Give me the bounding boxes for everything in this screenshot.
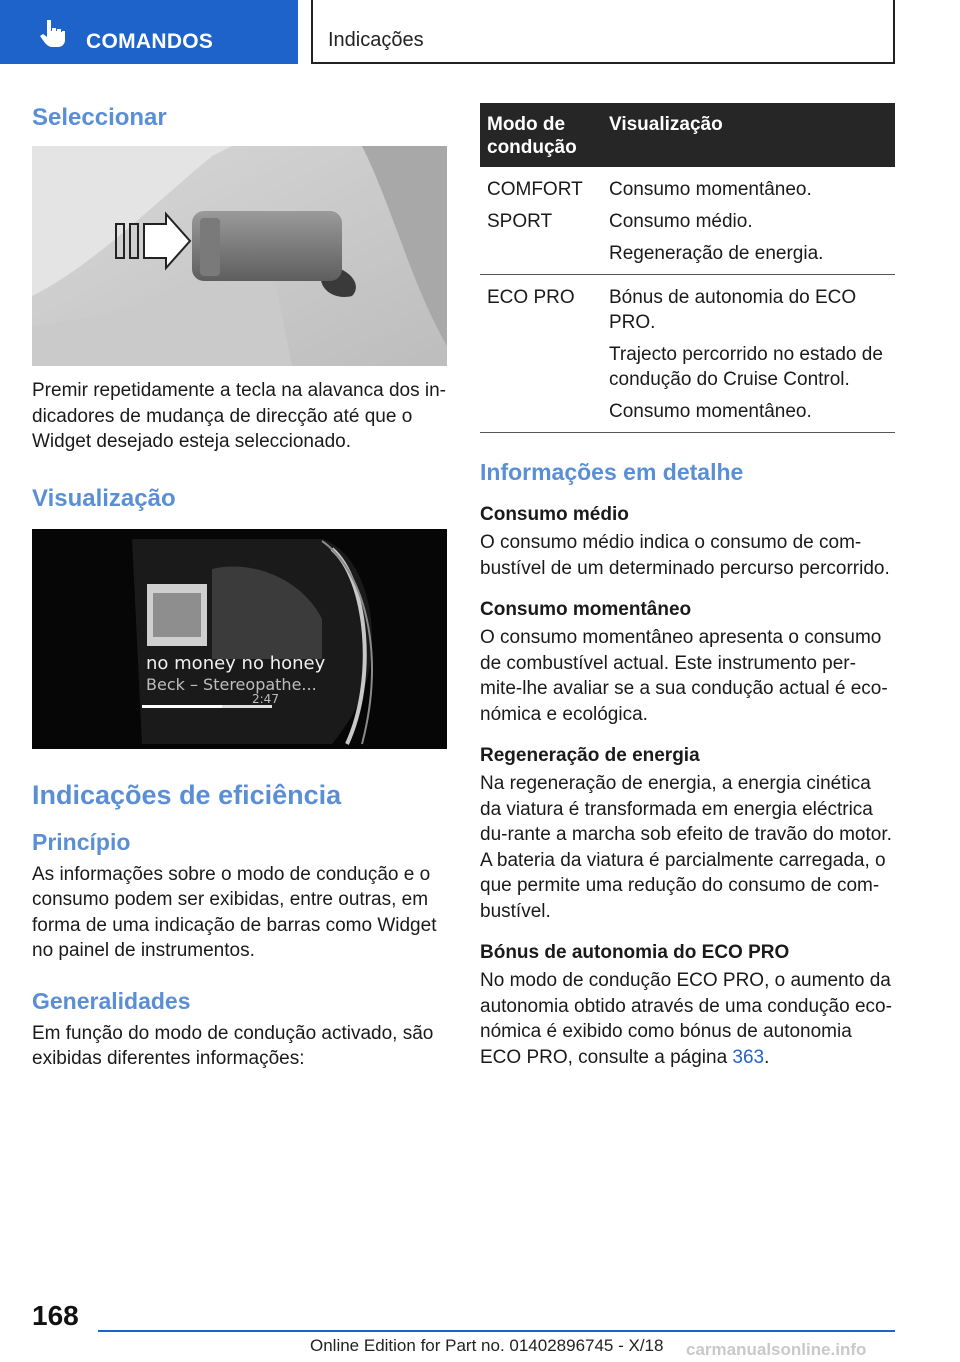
figure-display-widget [32, 529, 447, 749]
chapter-tab [0, 0, 298, 64]
table-cell-display [602, 275, 895, 433]
table-cell-mode [480, 275, 602, 433]
subheading-consumo-medio: Consumo médio [480, 504, 629, 525]
para-seleccionar: Premir repetidamente a tecla na alavanca dos in-dicadores de mudança de direcção até que o Widget desejado esteja seleccionado. [32, 380, 447, 452]
display-item: Trajecto percorrido no estado de condução do Cruise Control. [609, 344, 883, 390]
display-song-title: no money no honey [146, 652, 326, 674]
table-header-row [480, 103, 895, 167]
para-consumo-medio: O consumo médio indica o consumo de com-bustível de um determinado percurso percorrido. [480, 532, 890, 579]
para-bonus-text: No modo de condução ECO PRO, o aumento da autonomia obtido através de uma condução eco-nómica é exibido como bónus de autonomia ECO PRO, consulte a página [480, 970, 892, 1068]
heading-detalhe: Informações em detalhe [480, 459, 744, 485]
hand-pointer-icon [38, 18, 66, 48]
para-principio: As informações sobre o modo de condução e o consumo podem ser exibidas, entre outras, em forma de uma indicação de barras como Widget no painel de instrumentos. [32, 863, 437, 961]
table-cell-mode [480, 167, 602, 275]
heading-visualizacao: Visualização [32, 484, 176, 512]
table-row [480, 275, 895, 433]
para-consumo-momentaneo: O consumo momentâneo apresenta o consumo de combustível actual. Este instrumento per-mite-lhe avaliar se a sua condução actual é eco-nómica e ecológica. [480, 627, 888, 725]
page-number: 168 [32, 1300, 79, 1331]
subheading-regeneracao: Regeneração de energia [480, 745, 700, 766]
watermark: carmanualsonline.info [686, 1340, 867, 1359]
mode-label: COMFORT [487, 179, 583, 200]
table-header-mode: Modo de condução [480, 103, 602, 167]
para-regeneracao: Na regeneração de energia, a energia cinética da viatura é transformada em energia eléctrica du-rante a marcha sob efeito de travão do motor. A bateria da viatura é parcialmente carregada, o que permite uma redução do consumo de com-bustível. [480, 773, 892, 922]
heading-principio: Princípio [32, 828, 131, 855]
heading-eficiencia: Indicações de eficiência [32, 779, 342, 810]
lever-illustration [32, 146, 447, 366]
display-item: Regeneração de energia. [609, 243, 824, 264]
heading-seleccionar: Seleccionar [32, 104, 167, 131]
table-row [480, 167, 895, 275]
section-title: Indicações [328, 29, 424, 51]
page-link-363[interactable]: 363 [732, 1046, 765, 1068]
subheading-bonus-eco-pro: Bónus de autonomia do ECO PRO [480, 942, 790, 963]
display-item: Bónus de autonomia do ECO PRO. [609, 287, 857, 333]
display-illustration [32, 529, 447, 749]
para-generalidades: Em função do modo de condução activado, são exibidas diferentes informações: [32, 1022, 434, 1069]
figure-lever-button [32, 146, 447, 366]
para-bonus-eco-pro [480, 968, 895, 1070]
display-item: Consumo momentâneo. [609, 179, 812, 200]
display-time: 2:47 [252, 691, 279, 706]
heading-generalidades: Generalidades [32, 987, 191, 1014]
display-artist: Beck – Stereopathe... [146, 674, 317, 694]
right-column [480, 103, 895, 1070]
para-bonus-end: . [764, 1046, 770, 1068]
display-item: Consumo momentâneo. [609, 401, 812, 422]
mode-label: SPORT [487, 211, 553, 232]
section-header [311, 0, 895, 64]
chapter-label: COMANDOS [86, 30, 214, 53]
display-item: Consumo médio. [609, 211, 753, 232]
footer-rule [98, 1330, 895, 1332]
modes-table [480, 103, 895, 433]
table-header-display: Visualização [602, 103, 895, 167]
left-column [32, 100, 447, 1072]
mode-label: ECO PRO [487, 287, 575, 308]
subheading-consumo-momentaneo: Consumo momentâneo [480, 599, 692, 620]
table-cell-display [602, 167, 895, 275]
footer-edition: Online Edition for Part no. 01402896745 - X/18 [310, 1336, 664, 1355]
